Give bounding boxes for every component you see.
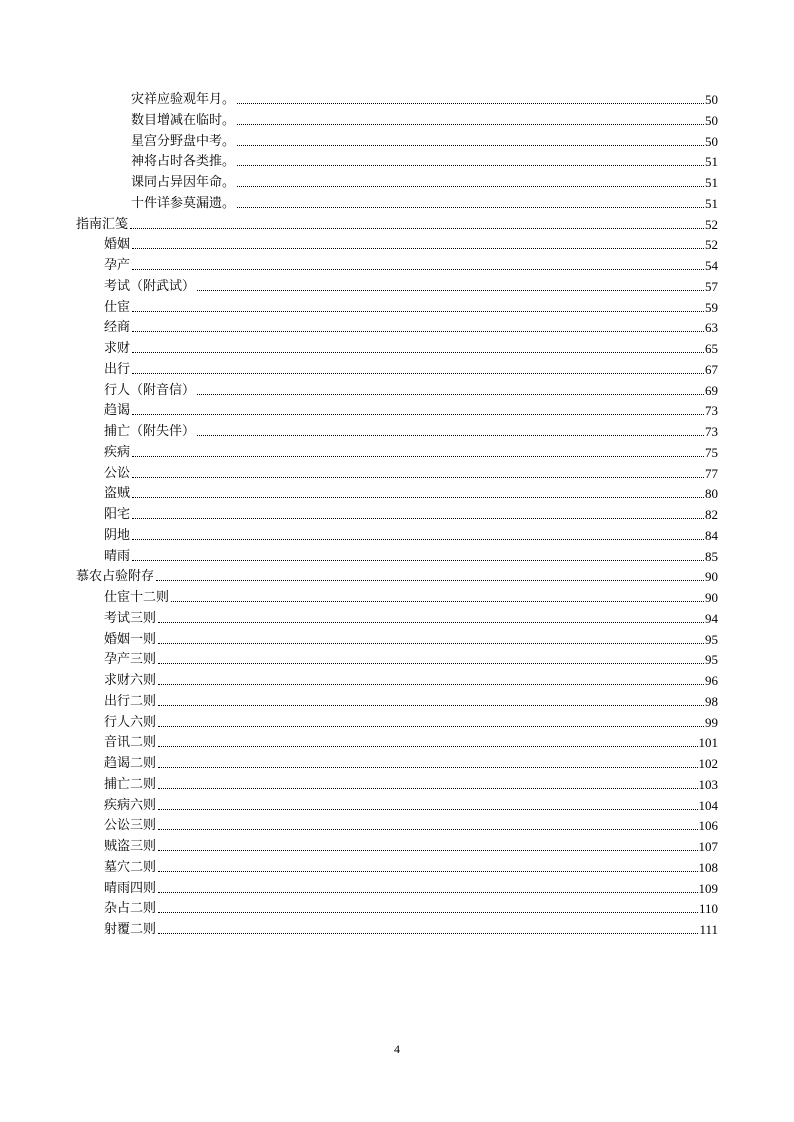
- toc-entry-page: 99: [705, 714, 718, 730]
- toc-entry-page: 73: [705, 424, 718, 439]
- toc-entry-page: 108: [698, 859, 718, 875]
- toc-entry-page: 84: [705, 527, 718, 543]
- toc-entry-title: 墓穴二则: [104, 859, 157, 875]
- toc-entry-page: 101: [698, 735, 718, 751]
- toc-entry-title: 求财六则: [104, 673, 157, 688]
- toc-entry-title: 婚姻: [104, 237, 131, 253]
- dot-leader: [158, 809, 697, 810]
- toc-entry-title: 晴雨: [104, 548, 131, 564]
- toc-entry-title: 盗贼: [104, 486, 131, 502]
- dot-leader: [197, 290, 704, 291]
- toc-entry-title: 杂占二则: [104, 901, 157, 917]
- dot-leader: [132, 352, 704, 353]
- dot-leader: [132, 311, 704, 312]
- toc-entry[interactable]: [131, 130, 718, 150]
- toc-entry[interactable]: [104, 358, 718, 378]
- toc-entry-page: 96: [705, 673, 718, 688]
- toc-entry-page: 103: [698, 776, 718, 792]
- toc-entry-page: 111: [699, 922, 718, 937]
- dot-leader: [156, 580, 704, 581]
- toc-entry[interactable]: [104, 545, 718, 565]
- toc-entry[interactable]: [104, 441, 718, 461]
- dot-leader: [132, 269, 704, 270]
- toc-entry[interactable]: [131, 109, 718, 129]
- toc-entry[interactable]: [104, 399, 718, 419]
- toc-entry-title: 课同占异因年命。: [131, 175, 236, 190]
- dot-leader: [132, 518, 704, 519]
- toc-entry-page: 50: [705, 92, 718, 107]
- toc-entry-title: 求财: [104, 341, 131, 356]
- dot-leader: [158, 684, 704, 685]
- dot-leader: [132, 331, 704, 332]
- toc-entry[interactable]: [131, 88, 718, 108]
- toc-entry[interactable]: [104, 379, 718, 399]
- toc-entry-page: 57: [705, 278, 718, 294]
- toc-entry-page: 110: [698, 901, 718, 917]
- toc-entry[interactable]: [104, 233, 718, 253]
- toc-entry-page: 104: [698, 797, 718, 813]
- toc-entry-title: 公讼: [104, 465, 131, 481]
- toc-entry-title: 数目增减在临时。: [131, 112, 236, 128]
- dot-leader: [130, 228, 704, 229]
- toc-entry-title: 阴地: [104, 527, 131, 543]
- toc-entry-title: 指南汇笺: [76, 216, 129, 232]
- toc-entry[interactable]: [104, 586, 718, 606]
- toc-entry-title: 射覆二则: [104, 922, 157, 937]
- dot-leader: [132, 497, 704, 498]
- dot-leader: [158, 705, 704, 706]
- toc-entry-title: 考试三则: [104, 610, 157, 626]
- toc-entry-page: 80: [705, 486, 718, 502]
- toc-entry-page: 51: [705, 154, 718, 170]
- toc-entry[interactable]: [104, 420, 718, 440]
- toc-entry-page: 51: [705, 175, 718, 190]
- toc-entry[interactable]: [131, 150, 718, 170]
- toc-entry-page: 67: [705, 361, 718, 377]
- toc-entry[interactable]: [104, 897, 718, 917]
- dot-leader: [158, 622, 704, 623]
- toc-entry-title: 趋谒: [104, 403, 131, 419]
- dot-leader: [158, 767, 697, 768]
- toc-entry-page: 90: [705, 569, 718, 585]
- toc-entry-page: 109: [698, 880, 718, 896]
- toc-entry-title: 孕产三则: [104, 652, 157, 668]
- toc-entry-page: 51: [705, 195, 718, 211]
- toc-entry[interactable]: [104, 773, 718, 793]
- toc-entry[interactable]: [104, 731, 718, 751]
- dot-leader: [158, 912, 698, 913]
- dot-leader: [237, 165, 704, 166]
- toc-entry[interactable]: [104, 316, 718, 336]
- toc-entry-title: 疾病: [104, 444, 131, 460]
- toc-entry-page: 94: [705, 610, 718, 626]
- toc-entry[interactable]: [104, 690, 718, 710]
- toc-entry-title: 神将占时各类推。: [131, 154, 236, 170]
- toc-entry-page: 52: [705, 216, 718, 232]
- toc-entry-page: 77: [705, 465, 718, 481]
- toc-entry-title: 仕宦十二则: [104, 590, 170, 605]
- toc-entry-title: 公讼三则: [104, 818, 157, 834]
- toc-entry-page: 52: [705, 237, 718, 253]
- toc-entry-title: 捕亡（附失伴）: [104, 424, 196, 439]
- toc-entry[interactable]: [104, 503, 718, 523]
- dot-leader: [158, 933, 698, 934]
- toc-entry-title: 贼盗三则: [104, 839, 157, 854]
- toc-entry-title: 捕亡二则: [104, 776, 157, 792]
- dot-leader: [237, 145, 704, 146]
- toc-entry-title: 行人六则: [104, 714, 157, 730]
- toc-entry[interactable]: [104, 462, 718, 482]
- dot-leader: [132, 456, 704, 457]
- toc-entry-page: 90: [705, 590, 718, 605]
- toc-entry[interactable]: [104, 711, 718, 731]
- toc-entry-title: 晴雨四则: [104, 880, 157, 896]
- dot-leader: [132, 539, 704, 540]
- dot-leader: [158, 850, 697, 851]
- toc-entry-title: 灾祥应验观年月。: [131, 92, 236, 107]
- toc-entry-title: 慕农占验附存: [76, 569, 155, 585]
- toc-entry[interactable]: [104, 835, 718, 855]
- toc-entry[interactable]: [104, 482, 718, 502]
- toc-entry[interactable]: [104, 296, 718, 316]
- toc-entry-title: 星宫分野盘中考。: [131, 133, 236, 149]
- dot-leader: [158, 829, 697, 830]
- toc-entry[interactable]: [104, 254, 718, 274]
- dot-leader: [132, 414, 704, 415]
- toc-entry-title: 出行二则: [104, 693, 157, 709]
- toc-entry[interactable]: [104, 524, 718, 544]
- toc-entry-page: 107: [698, 839, 718, 854]
- toc-entry-page: 75: [705, 444, 718, 460]
- dot-leader: [171, 601, 704, 602]
- toc-entry-title: 考试（附武试）: [104, 278, 196, 294]
- toc-entry[interactable]: [104, 752, 718, 772]
- toc-entry[interactable]: [104, 856, 718, 876]
- toc-entry-title: 经商: [104, 320, 131, 336]
- toc-entry[interactable]: [104, 918, 718, 938]
- toc-entry-page: 54: [705, 258, 718, 273]
- toc-entry-page: 50: [705, 112, 718, 128]
- toc-entry[interactable]: [76, 565, 718, 585]
- toc-entry-title: 婚姻一则: [104, 631, 157, 647]
- toc-entry[interactable]: [104, 648, 718, 668]
- toc-entry-title: 阳宅: [104, 507, 131, 522]
- dot-leader: [132, 560, 704, 561]
- toc-entry-page: 95: [705, 631, 718, 647]
- toc-entry-page: 65: [705, 341, 718, 356]
- toc-entry-page: 106: [698, 818, 718, 834]
- dot-leader: [158, 663, 704, 664]
- toc-entry[interactable]: [131, 192, 718, 212]
- toc-entry-page: 102: [698, 756, 718, 771]
- dot-leader: [237, 207, 704, 208]
- toc-entry-page: 69: [705, 382, 718, 398]
- toc-entry-title: 音讯二则: [104, 735, 157, 751]
- toc-entry-title: 疾病六则: [104, 797, 157, 813]
- toc-entry-page: 95: [705, 652, 718, 668]
- toc-entry-page: 63: [705, 320, 718, 336]
- toc-entry[interactable]: [104, 275, 718, 295]
- toc-entry-page: 59: [705, 299, 718, 315]
- toc-entry-title: 趋谒二则: [104, 756, 157, 771]
- toc-entry[interactable]: [104, 794, 718, 814]
- toc-entry[interactable]: [104, 337, 718, 357]
- toc-entry[interactable]: [76, 213, 718, 233]
- toc-entry[interactable]: [104, 628, 718, 648]
- toc-entry-page: 98: [705, 693, 718, 709]
- toc-entry-page: 82: [705, 507, 718, 522]
- toc-entry-title: 十件详参莫漏遗。: [131, 195, 236, 211]
- toc-entry-title: 出行: [104, 361, 131, 377]
- toc-entry-page: 50: [705, 133, 718, 149]
- toc-entry-title: 行人（附音信）: [104, 382, 196, 398]
- dot-leader: [197, 435, 704, 436]
- dot-leader: [158, 871, 697, 872]
- dot-leader: [158, 726, 704, 727]
- dot-leader: [158, 788, 697, 789]
- dot-leader: [197, 394, 704, 395]
- dot-leader: [237, 186, 704, 187]
- toc-entry-page: 73: [705, 403, 718, 419]
- toc-entry[interactable]: [104, 814, 718, 834]
- dot-leader: [237, 124, 704, 125]
- toc-entry[interactable]: [104, 669, 718, 689]
- dot-leader: [132, 248, 704, 249]
- dot-leader: [158, 892, 697, 893]
- toc-entry-title: 仕宦: [104, 299, 131, 315]
- toc-entry[interactable]: [104, 607, 718, 627]
- page-number: 4: [394, 1042, 400, 1056]
- toc-entry[interactable]: [131, 171, 718, 191]
- dot-leader: [158, 746, 697, 747]
- dot-leader: [132, 477, 704, 478]
- dot-leader: [158, 643, 704, 644]
- toc-entry[interactable]: [104, 877, 718, 897]
- toc-entry-title: 孕产: [104, 258, 131, 273]
- dot-leader: [237, 103, 704, 104]
- toc-entry-page: 85: [705, 548, 718, 564]
- dot-leader: [132, 373, 704, 374]
